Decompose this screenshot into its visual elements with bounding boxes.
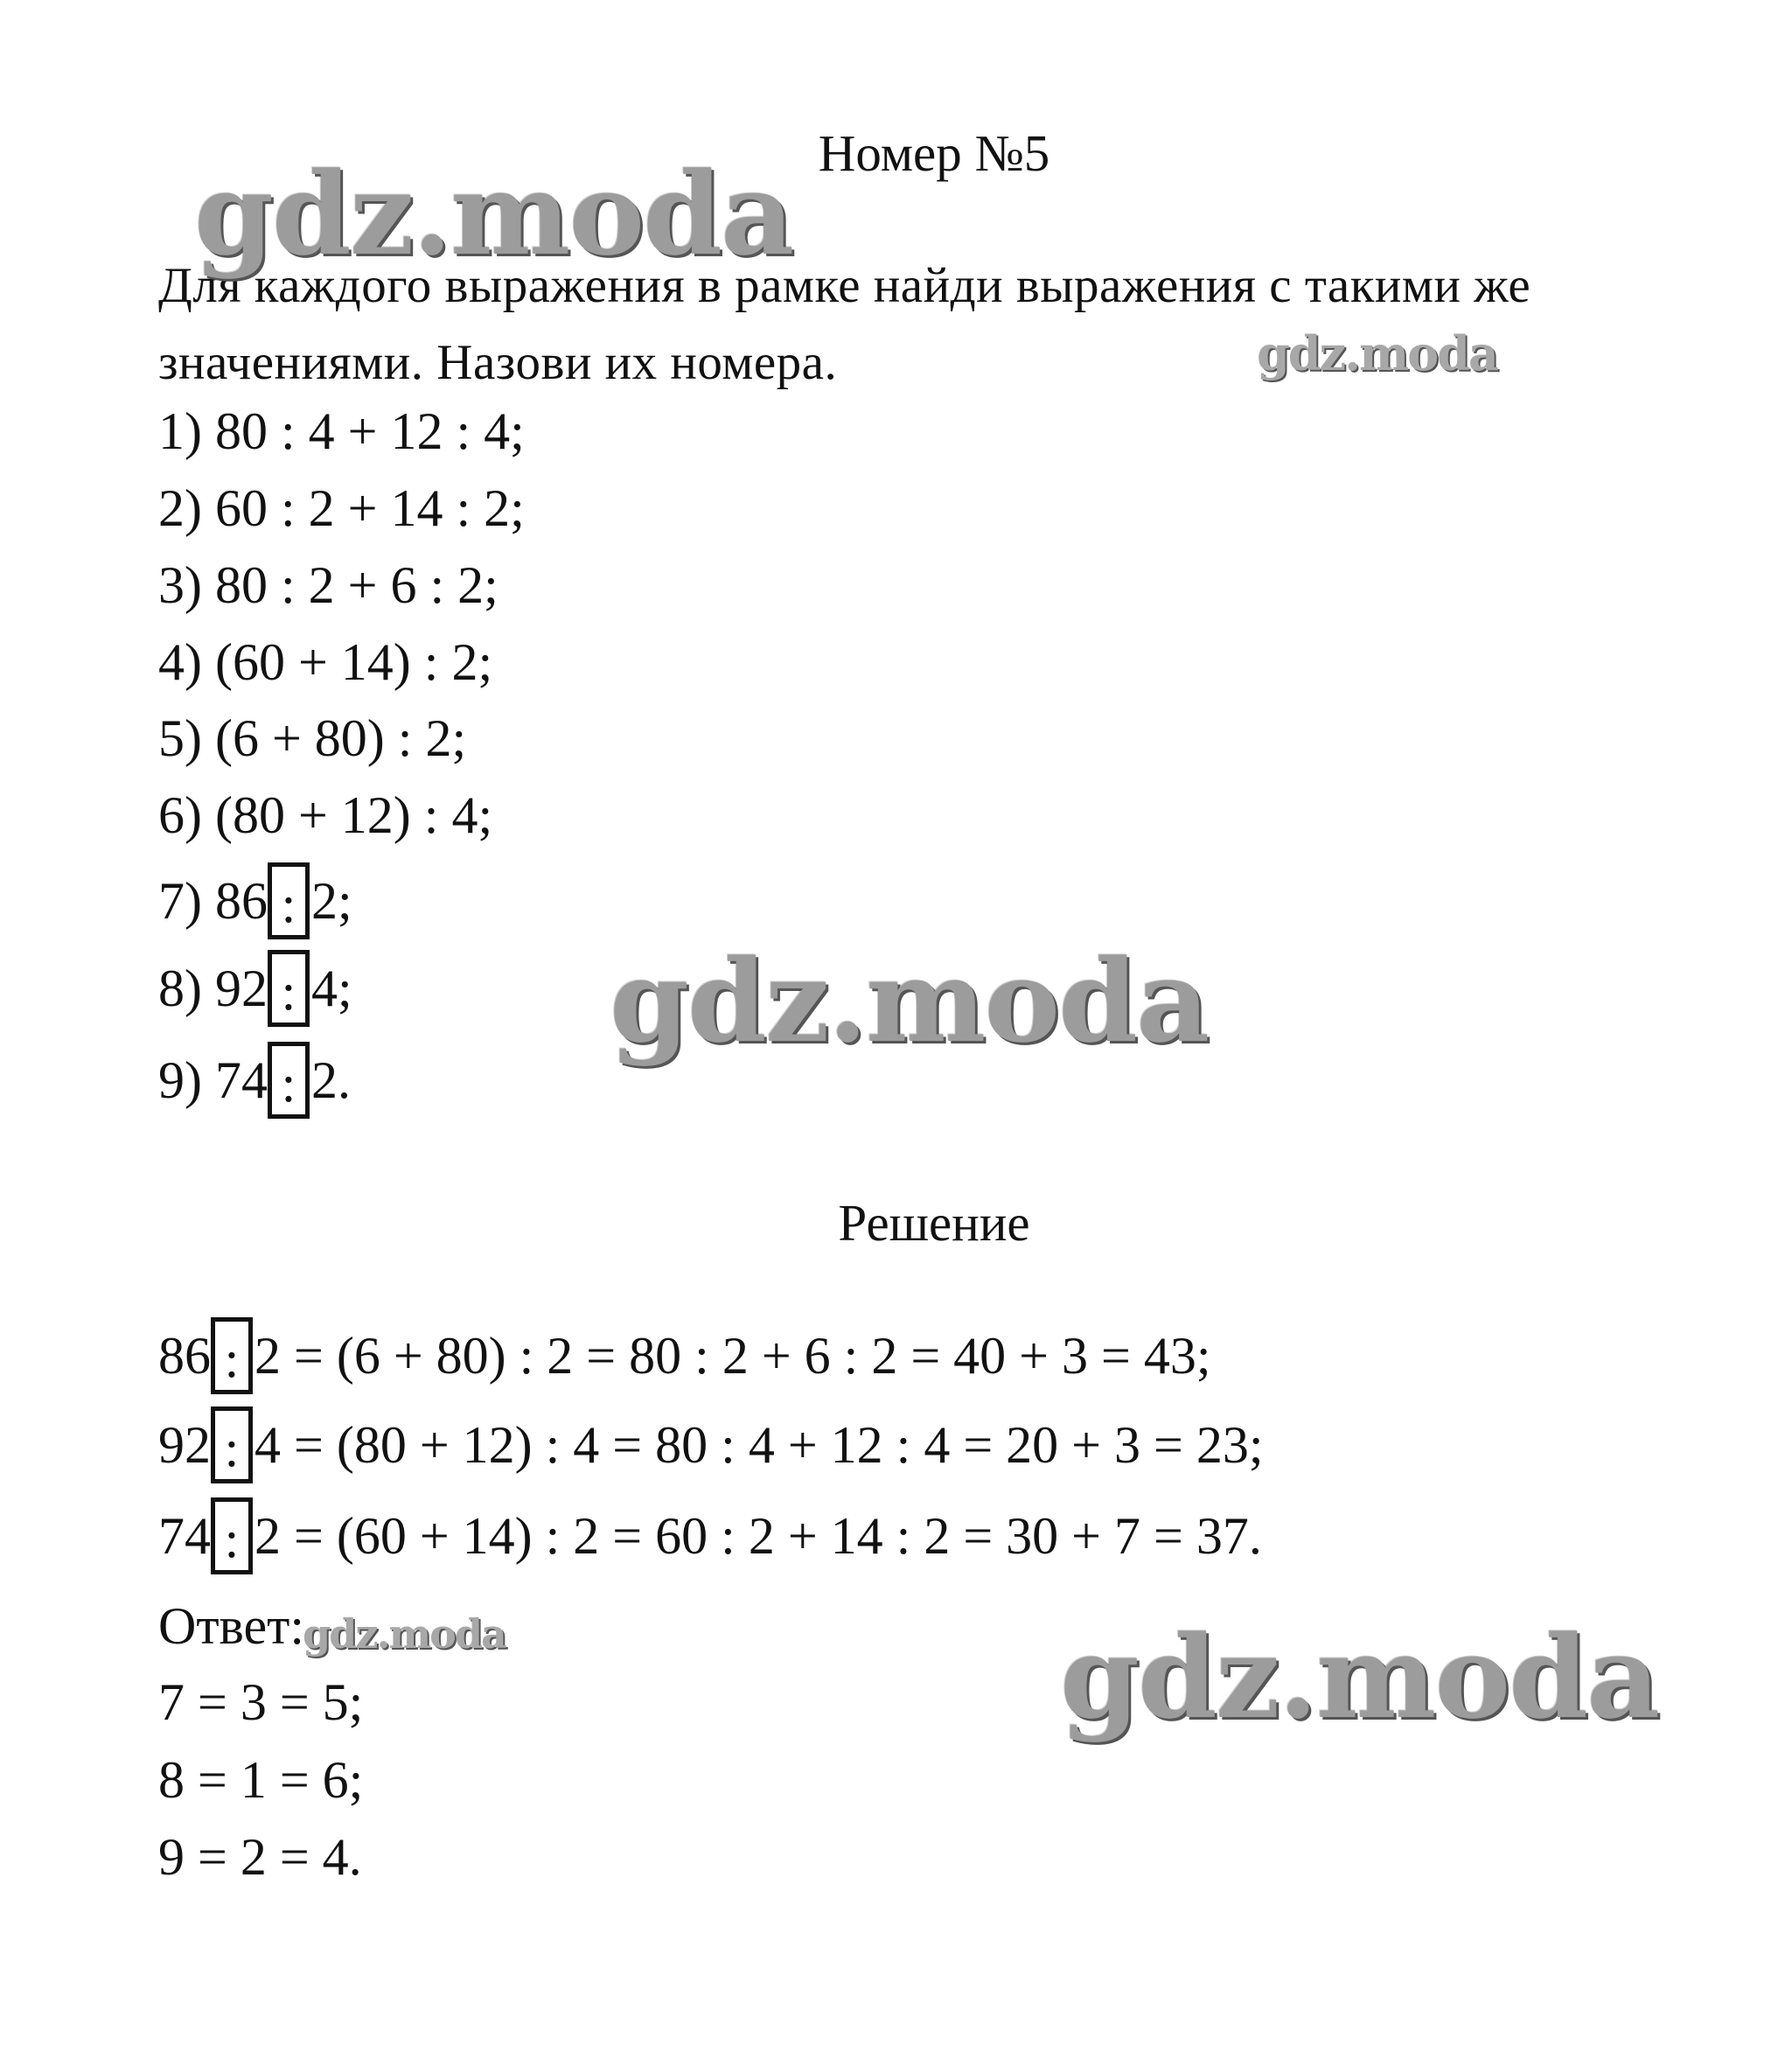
answer-1: 7 = 3 = 5; <box>158 1673 364 1731</box>
solution-line-1-prefix: 86 <box>158 1326 211 1385</box>
solution-line-3 <box>158 1503 1262 1580</box>
watermark: gdz.moda <box>1060 1610 1659 1744</box>
expression-4: 4) (60 + 14) : 2; <box>158 633 493 691</box>
division-box: : <box>268 862 310 939</box>
expression-8-suffix: 4; <box>310 959 352 1017</box>
expression-7-prefix: 7) 86 <box>158 871 268 930</box>
expression-9 <box>158 1047 351 1124</box>
expression-2: 2) 60 : 2 + 14 : 2; <box>158 479 525 537</box>
expression-7-suffix: 2; <box>310 871 352 930</box>
expression-5: 5) (6 + 80) : 2; <box>158 709 467 767</box>
answer-2: 8 = 1 = 6; <box>158 1751 364 1809</box>
expression-9-prefix: 9) 74 <box>158 1050 268 1109</box>
expression-8-prefix: 8) 92 <box>158 959 268 1017</box>
expression-9-suffix: 2. <box>310 1050 351 1109</box>
expression-7 <box>158 868 352 945</box>
expression-3: 3) 80 : 2 + 6 : 2; <box>158 556 499 614</box>
solution-line-1 <box>158 1323 1211 1399</box>
division-box: : <box>211 1317 253 1394</box>
task-line-2: значениями. Назови их номера. <box>158 335 838 390</box>
division-box: : <box>211 1497 253 1574</box>
division-box: : <box>268 1042 310 1119</box>
solution-line-2 <box>158 1412 1264 1489</box>
solution-line-3-rest: 2 = (60 + 14) : 2 = 60 : 2 + 14 : 2 = 30 + 7 = 37. <box>255 1506 1262 1565</box>
expression-1: 1) 80 : 4 + 12 : 4; <box>158 402 525 460</box>
solution-line-2-rest: 4 = (80 + 12) : 4 = 80 : 4 + 12 : 4 = 20 + 3 = 23; <box>255 1415 1264 1474</box>
solution-line-2-prefix: 92 <box>158 1415 211 1474</box>
expression-8 <box>158 955 352 1032</box>
expression-6: 6) (80 + 12) : 4; <box>158 786 493 844</box>
solution-title: Решение <box>838 1194 1030 1252</box>
watermark: gdz.moda <box>194 147 793 281</box>
answer-3: 9 = 2 = 4. <box>158 1828 362 1886</box>
task-line-1: Для каждого выражения в рамке найди выражения с такими же <box>158 258 1531 313</box>
division-box: : <box>211 1406 253 1483</box>
watermark: gdz.moda <box>1257 325 1497 381</box>
solution-line-3-prefix: 74 <box>158 1506 211 1565</box>
solution-line-1-rest: 2 = (6 + 80) : 2 = 80 : 2 + 6 : 2 = 40 + 3 = 43; <box>255 1326 1211 1385</box>
page-title: Номер №5 <box>818 124 1050 182</box>
division-box: : <box>268 950 310 1027</box>
answer-label: Ответ: <box>158 1597 305 1655</box>
watermark: gdz.moda <box>303 1610 506 1658</box>
watermark: gdz.moda <box>610 934 1209 1068</box>
